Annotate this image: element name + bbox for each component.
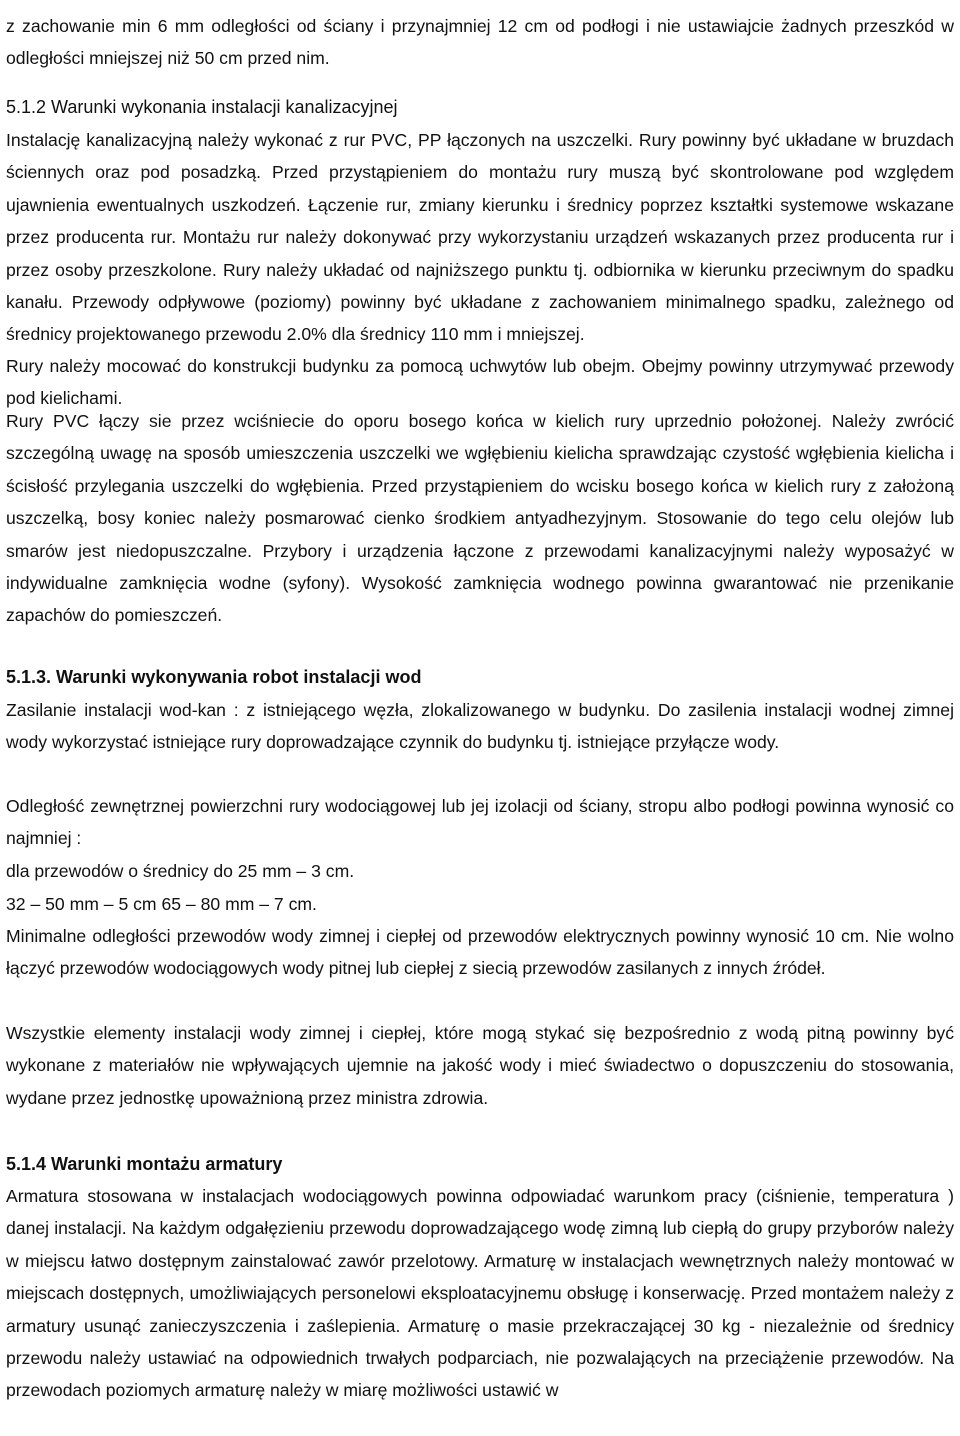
section-5-1-3-paragraph-4: 32 – 50 mm – 5 cm 65 – 80 mm – 7 cm. [6, 894, 317, 914]
section-5-1-2-paragraph-3: Rury PVC łączy sie przez wciśniecie do oporu bosego końca w kielich rury uprzednio położonej. Należy zwrócić szczególną uwagę na sposób umieszczenia uszczelki we wgłębieniu kielicha sprawdzając czystość wgłębienia kielicha i ścisłość przylegania uszczelki do wgłębienia. Przed przystąpieniem do wcisku bosego końca w kielich rury z założoną uszczelką, bosy koniec należy posmarować cienko środkiem antyadhezyjnym. Stosowanie do tego celu olejów lub smarów jest niedopuszczalne. Przybory i urządzenia łączone z przewodami kanalizacyjnymi należy wyposażyć w indywidualne zamknięcia wodne (syfony). Wysokość zamknięcia wodnego powinna gwarantować nie przenikanie zapachów do pomieszczeń. [6, 411, 954, 626]
section-5-1-3-heading: 5.1.3. Warunki wykonywania robot instalacji wod [6, 667, 422, 687]
section-5-1-4-heading: 5.1.4 Warunki montażu armatury [6, 1154, 283, 1174]
section-5-1-2-paragraph-1: Instalację kanalizacyjną należy wykonać z rur PVC, PP łączonych na uszczelki. Rury powinny być układane w bruzdach ściennych oraz pod posadzką. Przed przystąpieniem do montażu rury muszą być skontrolowane pod względem ujawnienia ewentualnych uszkodzeń. Łączenie rur, zmiany kierunku i średnicy poprzez kształtki systemowe wskazane przez producenta rur. Montażu rur należy dokonywać przy wykorzystaniu urządzeń wskazanych przez producenta rur i przez osoby przeszkolone. Rury należy układać od najniższego punktu tj. odbiornika w kierunku przeciwnym do spadku kanału. Przewody odpływowe (poziomy) powinny być układane z zachowaniem minimalnego spadku, zależnego od średnicy projektowanego przewodu 2.0% dla średnicy 110 mm i mniejszej. [6, 130, 954, 345]
section-5-1-3-paragraph-2: Odległość zewnętrznej powierzchni rury wodociągowej lub jej izolacji od ściany, stropu albo podłogi powinna wynosić co najmniej : [6, 796, 954, 849]
section-5-1-3-paragraph-1: Zasilanie instalacji wod-kan : z istniejącego węzła, zlokalizowanego w budynku. Do zasilenia instalacji wodnej zimnej wody wykorzystać istniejące rury doprowadzające czynnik do budynku tj. istniejące przyłącze wody. [6, 700, 954, 753]
section-5-1-3-paragraph-5: Minimalne odległości przewodów wody zimnej i ciepłej od przewodów elektrycznych powinny wynosić 10 cm. Nie wolno łączyć przewodów wodociągowych wody pitnej lub ciepłej z siecią przewodów zasilanych z innych źródeł. [6, 926, 954, 979]
intro-paragraph: z zachowanie min 6 mm odległości od ściany i przynajmniej 12 cm od podłogi i nie ustawiajcie żadnych przeszkód w odległości mniejszej niż 50 cm przed nim. [6, 16, 954, 68]
section-5-1-3-paragraph-6: Wszystkie elementy instalacji wody zimnej i ciepłej, które mogą stykać się bezpośrednio z wodą pitną powinny być wykonane z materiałów nie wpływających ujemnie na jakość wody i mieć świadectwo o dopuszczeniu do stosowania, wydane przez jednostkę upoważnioną przez ministra zdrowia. [6, 1023, 954, 1108]
section-5-1-4-paragraph-1: Armatura stosowana w instalacjach wodociągowych powinna odpowiadać warunkom pracy (ciśnienie, temperatura ) danej instalacji. Na każdym odgałęzieniu przewodu doprowadzającego wodę zimną lub ciepłą do grupy przyborów należy w miejscu łatwo dostępnym zainstalować zawór przelotowy. Armaturę w instalacjach wewnętrznych należy montować w miejscach dostępnych, umożliwiających personelowi eksploatacyjnemu obsługę i konserwację. Przed montażem należy z armatury usunąć zanieczyszczenia i zaślepienia. Armaturę o masie przekraczającej 30 kg - niezależnie od średnicy przewodu należy ustawiać na odpowiednich trwałych podparciach, nie pozwalających na przeciążenie przewodów. Na przewodach poziomych armaturę należy w miarę możliwości ustawić w [6, 1186, 954, 1401]
section-5-1-2-paragraph-2: Rury należy mocować do konstrukcji budynku za pomocą uchwytów lub obejm. Obejmy powinny utrzymywać przewody pod kielichami. [6, 356, 954, 409]
section-5-1-2-heading: 5.1.2 Warunki wykonania instalacji kanalizacyjnej [6, 97, 398, 117]
section-5-1-3-paragraph-3: dla przewodów o średnicy do 25 mm – 3 cm. [6, 861, 355, 881]
